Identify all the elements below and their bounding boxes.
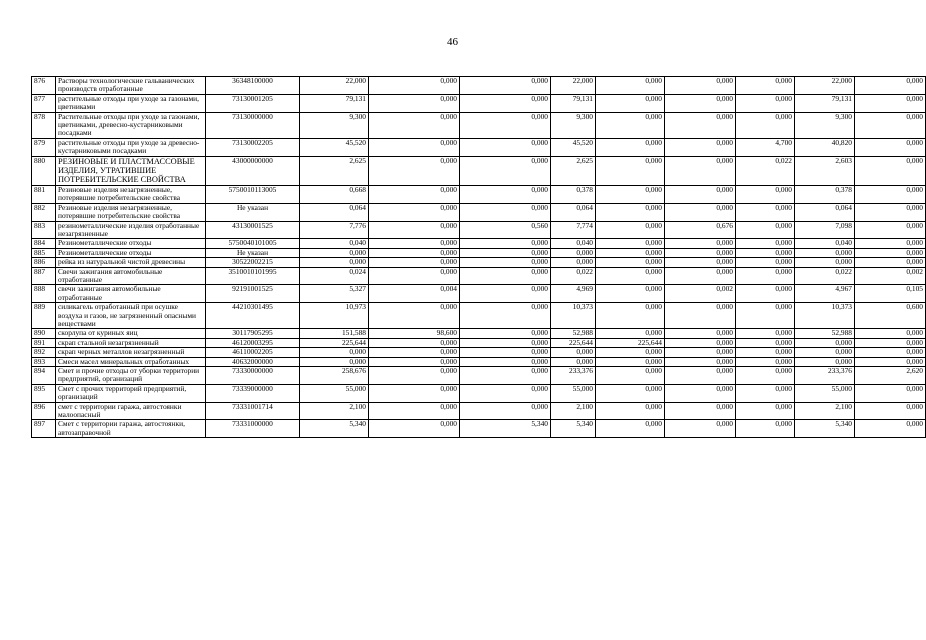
value-cell: 0,040 <box>795 239 855 248</box>
value-cell: 0,000 <box>369 303 460 329</box>
value-cell: 0,000 <box>596 367 665 385</box>
value-cell: 0,000 <box>596 402 665 420</box>
row-number: 893 <box>32 357 56 366</box>
waste-name: растительные отходы при уходе за газонами, цветниками <box>56 94 206 112</box>
value-cell: 0,000 <box>596 348 665 357</box>
row-number: 888 <box>32 285 56 303</box>
table-row <box>32 221 926 239</box>
value-cell: 0,000 <box>596 329 665 338</box>
value-cell: 0,000 <box>369 77 460 95</box>
value-cell: 0,000 <box>665 156 736 185</box>
value-cell: 0,000 <box>736 348 795 357</box>
waste-name: Смет и прочие отходы от уборки территории предприятий, организаций <box>56 367 206 385</box>
value-cell: 0,000 <box>855 357 926 366</box>
value-cell: 52,988 <box>551 329 596 338</box>
value-cell: 2,100 <box>300 402 369 420</box>
value-cell: 5,340 <box>460 420 551 438</box>
value-cell: 0,000 <box>369 112 460 138</box>
waste-name: Свечи зажигания автомобильные отработанные <box>56 267 206 285</box>
value-cell: 0,000 <box>736 338 795 347</box>
value-cell: 55,000 <box>795 384 855 402</box>
waste-name: Резиновые изделия незагрязненные, потерявшие потребительские свойства <box>56 203 206 221</box>
value-cell: 0,000 <box>665 94 736 112</box>
value-cell: 2,620 <box>855 367 926 385</box>
value-cell: 0,000 <box>551 348 596 357</box>
value-cell: 0,000 <box>736 420 795 438</box>
table-body <box>32 77 926 438</box>
value-cell: 0,000 <box>736 258 795 267</box>
waste-name: РЕЗИНОВЫЕ И ПЛАСТМАССОВЫЕ ИЗДЕЛИЯ, УТРАТИВШИЕ ПОТРЕБИТЕЛЬСКИЕ СВОЙСТВА <box>56 156 206 185</box>
value-cell: 0,000 <box>736 285 795 303</box>
value-cell: 22,000 <box>795 77 855 95</box>
value-cell: 0,000 <box>665 367 736 385</box>
value-cell: 0,000 <box>369 185 460 203</box>
waste-name: Растворы технологические гальванических производств отработанные <box>56 77 206 95</box>
fkko-code: 73130002205 <box>206 138 300 156</box>
row-number: 877 <box>32 94 56 112</box>
value-cell: 0,000 <box>460 357 551 366</box>
value-cell: 0,002 <box>665 285 736 303</box>
fkko-code: 46110002205 <box>206 348 300 357</box>
value-cell: 0,000 <box>369 203 460 221</box>
value-cell: 0,000 <box>460 258 551 267</box>
value-cell: 0,000 <box>460 285 551 303</box>
value-cell: 5,327 <box>300 285 369 303</box>
value-cell: 0,000 <box>460 338 551 347</box>
value-cell: 0,064 <box>795 203 855 221</box>
value-cell: 0,000 <box>665 329 736 338</box>
table-row <box>32 348 926 357</box>
value-cell: 0,000 <box>369 156 460 185</box>
fkko-code: 44210301495 <box>206 303 300 329</box>
value-cell: 10,973 <box>300 303 369 329</box>
table-row <box>32 185 926 203</box>
value-cell: 0,000 <box>369 239 460 248</box>
value-cell: 0,000 <box>665 357 736 366</box>
value-cell: 0,000 <box>855 329 926 338</box>
value-cell: 0,000 <box>665 384 736 402</box>
value-cell: 0,000 <box>855 402 926 420</box>
value-cell: 0,000 <box>736 357 795 366</box>
value-cell: 0,560 <box>460 221 551 239</box>
value-cell: 0,000 <box>795 348 855 357</box>
value-cell: 79,131 <box>300 94 369 112</box>
value-cell: 9,300 <box>551 112 596 138</box>
value-cell: 0,000 <box>665 258 736 267</box>
value-cell: 55,000 <box>300 384 369 402</box>
value-cell: 0,000 <box>460 239 551 248</box>
value-cell: 0,000 <box>596 303 665 329</box>
value-cell: 9,300 <box>795 112 855 138</box>
value-cell: 0,000 <box>855 112 926 138</box>
value-cell: 7,774 <box>551 221 596 239</box>
value-cell: 0,000 <box>665 138 736 156</box>
value-cell: 151,588 <box>300 329 369 338</box>
value-cell: 0,000 <box>596 258 665 267</box>
value-cell: 0,000 <box>596 357 665 366</box>
table-row <box>32 329 926 338</box>
value-cell: 0,668 <box>300 185 369 203</box>
value-cell: 0,000 <box>855 138 926 156</box>
value-cell: 0,000 <box>665 248 736 257</box>
value-cell: 40,820 <box>795 138 855 156</box>
row-number: 895 <box>32 384 56 402</box>
value-cell: 7,776 <box>300 221 369 239</box>
waste-name: скрап черных металлов незагрязненный <box>56 348 206 357</box>
value-cell: 0,600 <box>855 303 926 329</box>
table-row <box>32 77 926 95</box>
value-cell: 5,340 <box>551 420 596 438</box>
value-cell: 0,000 <box>795 357 855 366</box>
value-cell: 0,000 <box>300 348 369 357</box>
value-cell: 0,000 <box>665 338 736 347</box>
fkko-code: 43130001525 <box>206 221 300 239</box>
value-cell: 0,000 <box>855 384 926 402</box>
value-cell: 0,000 <box>460 185 551 203</box>
value-cell: 0,000 <box>460 112 551 138</box>
value-cell: 0,000 <box>369 267 460 285</box>
table-row <box>32 156 926 185</box>
value-cell: 0,000 <box>460 138 551 156</box>
table-row <box>32 267 926 285</box>
row-number: 880 <box>32 156 56 185</box>
value-cell: 0,000 <box>596 112 665 138</box>
value-cell: 0,000 <box>665 185 736 203</box>
fkko-code: 73330000000 <box>206 367 300 385</box>
row-number: 894 <box>32 367 56 385</box>
fkko-code: 92191001525 <box>206 285 300 303</box>
fkko-code: 73339000000 <box>206 384 300 402</box>
row-number: 891 <box>32 338 56 347</box>
fkko-code: 36348100000 <box>206 77 300 95</box>
value-cell: 0,004 <box>369 285 460 303</box>
value-cell: 0,000 <box>736 384 795 402</box>
value-cell: 22,000 <box>551 77 596 95</box>
waste-name: свечи зажигания автомобильные отработанные <box>56 285 206 303</box>
row-number: 878 <box>32 112 56 138</box>
value-cell: 0,000 <box>369 348 460 357</box>
value-cell: 258,676 <box>300 367 369 385</box>
value-cell: 0,000 <box>460 77 551 95</box>
value-cell: 0,000 <box>665 348 736 357</box>
fkko-code: 30522002215 <box>206 258 300 267</box>
fkko-code: 30117905295 <box>206 329 300 338</box>
value-cell: 5,340 <box>300 420 369 438</box>
value-cell: 0,000 <box>369 138 460 156</box>
value-cell: 4,969 <box>551 285 596 303</box>
row-number: 881 <box>32 185 56 203</box>
value-cell: 10,373 <box>795 303 855 329</box>
value-cell: 0,000 <box>795 248 855 257</box>
waste-name: скорлупа от куриных яиц <box>56 329 206 338</box>
table-row <box>32 138 926 156</box>
fkko-code: Не указан <box>206 248 300 257</box>
value-cell: 0,000 <box>460 348 551 357</box>
value-cell: 0,000 <box>460 384 551 402</box>
value-cell: 0,000 <box>855 94 926 112</box>
value-cell: 0,022 <box>795 267 855 285</box>
value-cell: 0,000 <box>369 94 460 112</box>
value-cell: 0,000 <box>736 402 795 420</box>
waste-name: растительные отходы при уходе за древесно-кустарниковыми посадками <box>56 138 206 156</box>
table-row <box>32 420 926 438</box>
value-cell: 0,000 <box>596 239 665 248</box>
waste-name: силикагель отработанный при осушке воздуха и газов, не загрязненный опасными веществами <box>56 303 206 329</box>
value-cell: 0,000 <box>369 248 460 257</box>
value-cell: 0,000 <box>855 338 926 347</box>
value-cell: 0,000 <box>665 420 736 438</box>
value-cell: 0,000 <box>736 221 795 239</box>
value-cell: 0,000 <box>855 156 926 185</box>
value-cell: 0,024 <box>300 267 369 285</box>
value-cell: 0,000 <box>596 420 665 438</box>
value-cell: 0,000 <box>460 367 551 385</box>
waste-name: Смет с прочих территорий предприятий, организаций <box>56 384 206 402</box>
value-cell: 0,000 <box>665 203 736 221</box>
waste-name: Смет с территории гаража, автостоянки, автозаправочной <box>56 420 206 438</box>
value-cell: 5,340 <box>795 420 855 438</box>
value-cell: 2,625 <box>551 156 596 185</box>
value-cell: 0,000 <box>736 239 795 248</box>
table-row <box>32 239 926 248</box>
row-number: 896 <box>32 402 56 420</box>
waste-name: смет с территории гаража, автостоянки малоопасный <box>56 402 206 420</box>
value-cell: 225,644 <box>300 338 369 347</box>
value-cell: 0,000 <box>460 402 551 420</box>
value-cell: 0,000 <box>855 203 926 221</box>
value-cell: 52,988 <box>795 329 855 338</box>
value-cell: 233,376 <box>795 367 855 385</box>
value-cell: 225,644 <box>551 338 596 347</box>
fkko-code: 5750010113005 <box>206 185 300 203</box>
table-row <box>32 303 926 329</box>
value-cell: 0,000 <box>369 258 460 267</box>
fkko-code: Не указан <box>206 203 300 221</box>
value-cell: 0,000 <box>596 248 665 257</box>
value-cell: 0,002 <box>855 267 926 285</box>
value-cell: 0,000 <box>369 338 460 347</box>
value-cell: 0,000 <box>665 267 736 285</box>
waste-name: Резинометаллические отходы <box>56 248 206 257</box>
value-cell: 0,378 <box>551 185 596 203</box>
waste-table <box>31 76 926 438</box>
table-row <box>32 203 926 221</box>
fkko-code: 40632000000 <box>206 357 300 366</box>
value-cell: 0,000 <box>855 185 926 203</box>
value-cell: 55,000 <box>551 384 596 402</box>
row-number: 879 <box>32 138 56 156</box>
value-cell: 0,000 <box>665 402 736 420</box>
value-cell: 98,600 <box>369 329 460 338</box>
table-row <box>32 384 926 402</box>
fkko-code: 5750040101005 <box>206 239 300 248</box>
value-cell: 0,000 <box>855 248 926 257</box>
value-cell: 225,644 <box>596 338 665 347</box>
value-cell: 0,000 <box>460 267 551 285</box>
value-cell: 2,100 <box>551 402 596 420</box>
value-cell: 7,098 <box>795 221 855 239</box>
row-number: 886 <box>32 258 56 267</box>
value-cell: 22,000 <box>300 77 369 95</box>
row-number: 885 <box>32 248 56 257</box>
waste-name: рейка из натуральной чистой древесины <box>56 258 206 267</box>
value-cell: 0,000 <box>596 138 665 156</box>
waste-name: Резинометаллические отходы <box>56 239 206 248</box>
value-cell: 79,131 <box>795 94 855 112</box>
value-cell: 0,000 <box>596 94 665 112</box>
value-cell: 0,000 <box>736 203 795 221</box>
value-cell: 10,373 <box>551 303 596 329</box>
fkko-code: 43000000000 <box>206 156 300 185</box>
value-cell: 0,000 <box>596 267 665 285</box>
value-cell: 0,000 <box>855 420 926 438</box>
value-cell: 0,000 <box>795 338 855 347</box>
value-cell: 0,000 <box>460 156 551 185</box>
value-cell: 2,603 <box>795 156 855 185</box>
value-cell: 0,000 <box>300 248 369 257</box>
table-row <box>32 112 926 138</box>
value-cell: 0,000 <box>460 94 551 112</box>
value-cell: 0,000 <box>596 203 665 221</box>
value-cell: 2,625 <box>300 156 369 185</box>
value-cell: 0,000 <box>795 258 855 267</box>
value-cell: 0,000 <box>855 258 926 267</box>
value-cell: 0,000 <box>369 221 460 239</box>
value-cell: 0,676 <box>665 221 736 239</box>
fkko-code: 73331000000 <box>206 420 300 438</box>
row-number: 889 <box>32 303 56 329</box>
value-cell: 0,000 <box>460 329 551 338</box>
row-number: 890 <box>32 329 56 338</box>
value-cell: 0,000 <box>855 221 926 239</box>
value-cell: 9,300 <box>300 112 369 138</box>
value-cell: 4,700 <box>736 138 795 156</box>
value-cell: 233,376 <box>551 367 596 385</box>
value-cell: 0,000 <box>736 267 795 285</box>
fkko-code: 73130001205 <box>206 94 300 112</box>
value-cell: 0,378 <box>795 185 855 203</box>
value-cell: 0,000 <box>460 303 551 329</box>
row-number: 882 <box>32 203 56 221</box>
value-cell: 0,000 <box>369 384 460 402</box>
value-cell: 0,022 <box>551 267 596 285</box>
value-cell: 0,000 <box>596 285 665 303</box>
value-cell: 0,000 <box>369 420 460 438</box>
value-cell: 0,000 <box>596 185 665 203</box>
value-cell: 0,000 <box>855 348 926 357</box>
row-number: 887 <box>32 267 56 285</box>
value-cell: 0,000 <box>369 367 460 385</box>
value-cell: 45,520 <box>551 138 596 156</box>
value-cell: 0,000 <box>665 303 736 329</box>
value-cell: 0,000 <box>665 77 736 95</box>
value-cell: 0,000 <box>460 248 551 257</box>
waste-name: Резиновые изделия незагрязненные, потерявшие потребительские свойства <box>56 185 206 203</box>
value-cell: 2,100 <box>795 402 855 420</box>
fkko-code: 3510010101995 <box>206 267 300 285</box>
page-number: 46 <box>447 36 458 48</box>
value-cell: 0,000 <box>665 112 736 138</box>
value-cell: 0,000 <box>665 239 736 248</box>
value-cell: 0,022 <box>736 156 795 185</box>
value-cell: 0,000 <box>369 402 460 420</box>
value-cell: 0,000 <box>736 94 795 112</box>
fkko-code: 46120003295 <box>206 338 300 347</box>
value-cell: 0,000 <box>551 248 596 257</box>
value-cell: 0,000 <box>736 303 795 329</box>
value-cell: 0,040 <box>551 239 596 248</box>
value-cell: 0,000 <box>551 357 596 366</box>
value-cell: 0,040 <box>300 239 369 248</box>
value-cell: 0,000 <box>596 77 665 95</box>
waste-name: Смеси масел минеральных отработанных <box>56 357 206 366</box>
row-number: 876 <box>32 77 56 95</box>
table-row <box>32 94 926 112</box>
row-number: 884 <box>32 239 56 248</box>
value-cell: 0,000 <box>300 357 369 366</box>
value-cell: 0,000 <box>369 357 460 366</box>
value-cell: 0,000 <box>736 77 795 95</box>
table-row <box>32 258 926 267</box>
table-row <box>32 367 926 385</box>
row-number: 897 <box>32 420 56 438</box>
value-cell: 0,000 <box>596 221 665 239</box>
row-number: 883 <box>32 221 56 239</box>
value-cell: 0,000 <box>855 239 926 248</box>
value-cell: 0,000 <box>736 248 795 257</box>
value-cell: 45,520 <box>300 138 369 156</box>
value-cell: 0,000 <box>460 203 551 221</box>
value-cell: 0,064 <box>300 203 369 221</box>
value-cell: 0,000 <box>300 258 369 267</box>
table-row <box>32 402 926 420</box>
value-cell: 0,000 <box>736 185 795 203</box>
value-cell: 0,000 <box>551 258 596 267</box>
value-cell: 0,000 <box>736 367 795 385</box>
value-cell: 0,000 <box>736 112 795 138</box>
value-cell: 79,131 <box>551 94 596 112</box>
waste-name: скрап стальной незагрязненный <box>56 338 206 347</box>
value-cell: 0,064 <box>551 203 596 221</box>
value-cell: 0,000 <box>596 384 665 402</box>
table-row <box>32 285 926 303</box>
value-cell: 0,000 <box>855 77 926 95</box>
value-cell: 0,000 <box>736 329 795 338</box>
waste-name: Растительные отходы при уходе за газонами, цветниками, древесно-кустарниковыми посадками <box>56 112 206 138</box>
value-cell: 0,105 <box>855 285 926 303</box>
value-cell: 4,967 <box>795 285 855 303</box>
value-cell: 0,000 <box>596 156 665 185</box>
fkko-code: 73331001714 <box>206 402 300 420</box>
waste-name: резинометаллические изделия отработанные незагрязненные <box>56 221 206 239</box>
row-number: 892 <box>32 348 56 357</box>
fkko-code: 73130000000 <box>206 112 300 138</box>
